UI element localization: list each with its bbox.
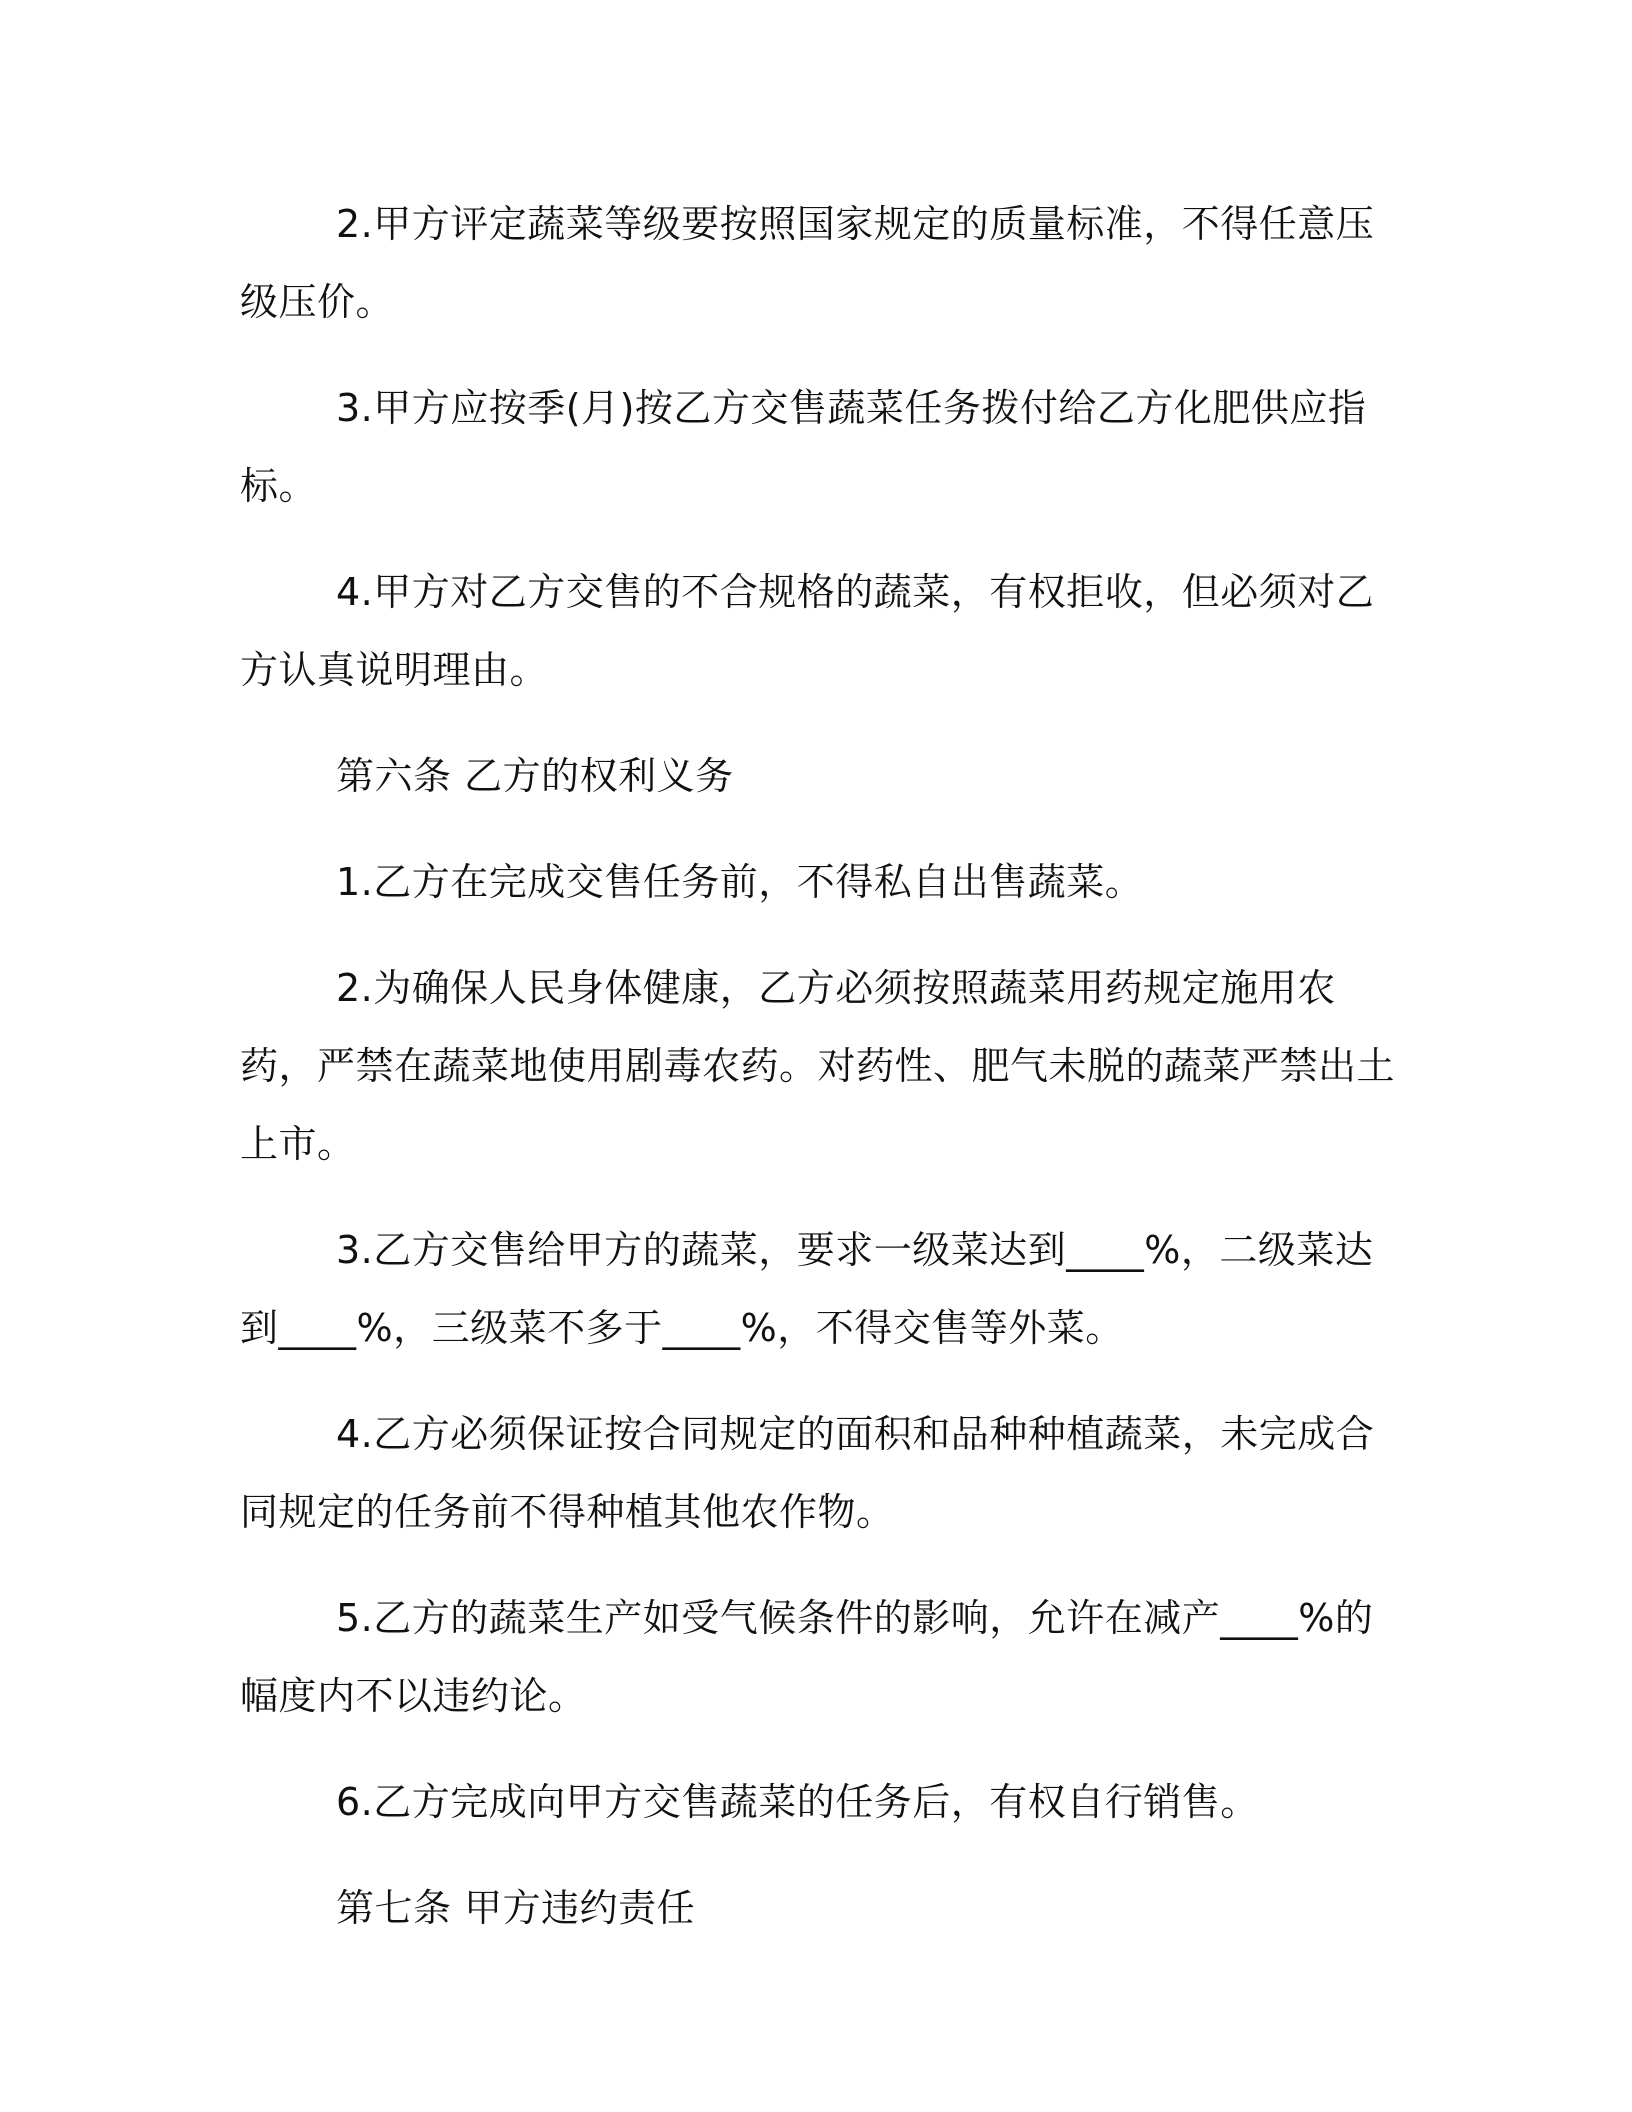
paragraph-no-private-sale: 1.乙方在完成交售任务前，不得私自出售蔬菜。	[336, 860, 1144, 904]
paragraph-pesticide-rules: 2.为确保人民身体健康，乙方必须按照蔬菜用药规定施用农药，严禁在蔬菜地使用剧毒农药。对药性、肥气未脱的蔬菜严禁出土上市。	[240, 966, 1396, 1166]
paragraph-weather-tolerance: 5.乙方的蔬菜生产如受气候条件的影响，允许在减产____%的幅度内不以违约论。	[240, 1596, 1374, 1718]
paragraph-grading-standard: 2.甲方评定蔬菜等级要按照国家规定的质量标准，不得任意压级压价。	[240, 202, 1375, 324]
paragraph-quality-grades: 3.乙方交售给甲方的蔬菜，要求一级菜达到____%，二级菜达到____%，三级菜不多于____%，不得交售等外菜。	[240, 1228, 1374, 1350]
paragraph-planting-area: 4.乙方必须保证按合同规定的面积和品种种植蔬菜，未完成合同规定的任务前不得种植其他农作物。	[240, 1412, 1375, 1534]
paragraph-self-sale-right: 6.乙方完成向甲方交售蔬菜的任务后，有权自行销售。	[336, 1780, 1259, 1824]
paragraph-right-to-reject: 4.甲方对乙方交售的不合规格的蔬菜，有权拒收，但必须对乙方认真说明理由。	[240, 570, 1375, 692]
document-body	[240, 185, 1400, 1975]
section-heading-article-7: 第七条 甲方违约责任	[336, 1886, 696, 1930]
paragraph-fertilizer-quota: 3.甲方应按季(月)按乙方交售蔬菜任务拨付给乙方化肥供应指标。	[240, 386, 1367, 508]
section-heading-article-6: 第六条 乙方的权利义务	[336, 754, 734, 798]
